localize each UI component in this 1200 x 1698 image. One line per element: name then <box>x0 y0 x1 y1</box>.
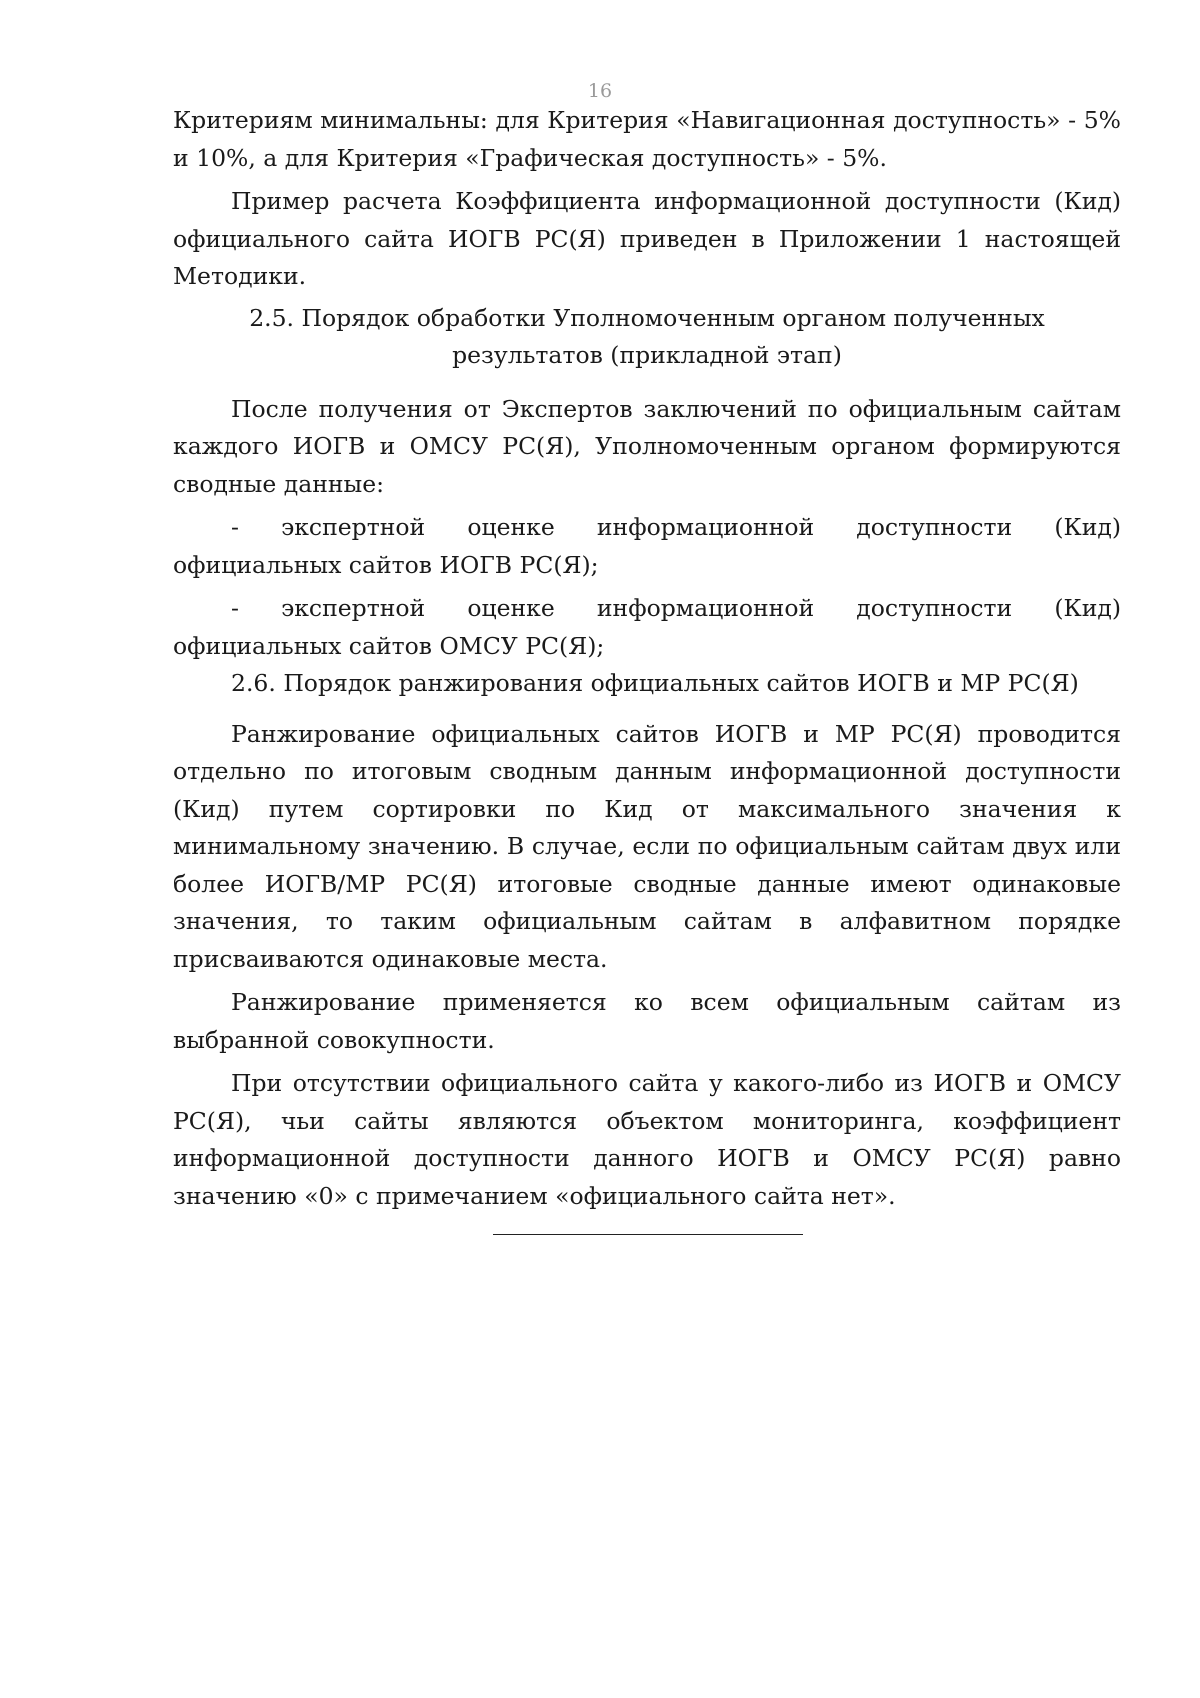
end-separator-line <box>493 1234 803 1235</box>
list-item-iogv-assessment: - экспертной оценке информационной доступности (Кид) официальных сайтов ИОГВ РС(Я); <box>173 513 1121 579</box>
page-body <box>173 102 1121 1215</box>
paragraph-ranking-procedure: Ранжирование официальных сайтов ИОГВ и МР РС(Я) проводится отдельно по итоговым сводным данным информационной доступности (Кид) путем сортировки по Кид от максимального значения к минимальному значению. В случае, если по официальным сайтам двух или более ИОГВ/МР РС(Я) итоговые сводные данные имеют одинаковые значения, то таким официальным сайтам в алфавитном порядке присваиваются одинаковые места. <box>173 719 1121 973</box>
section-heading-2-5-line1: 2.5. Порядок обработки Уполномоченным органом полученных <box>249 303 1045 332</box>
paragraph-criteria-minimums: Критериям минимальны: для Критерия «Навигационная доступность» - 5% и 10%, а для Критерия «Графическая доступность» - 5%. <box>173 106 1121 172</box>
paragraph-missing-site: При отсутствии официального сайта у какого-либо из ИОГВ и ОМСУ РС(Я), чьи сайты являются объектом мониторинга, коэффициент информационной доступности данного ИОГВ и ОМСУ РС(Я) равно значению «0» с примечанием «официального сайта нет». <box>173 1069 1121 1210</box>
paragraph-calculation-example: Пример расчета Коэффициента информационной доступности (Кид) официального сайта ИОГВ РС(Я) приведен в Приложении 1 настоящей Методики. <box>173 187 1121 290</box>
list-item-omsu-assessment: - экспертной оценке информационной доступности (Кид) официальных сайтов ОМСУ РС(Я); <box>173 594 1121 660</box>
paragraph-summary-data: После получения от Экспертов заключений по официальным сайтам каждого ИОГВ и ОМСУ РС(Я), Уполномоченным органом формируются сводные данные: <box>173 394 1121 498</box>
section-heading-2-5-line2: результатов (прикладной этап) <box>452 341 842 369</box>
section-heading-2-6: 2.6. Порядок ранжирования официальных сайтов ИОГВ и МР РС(Я) <box>231 669 1079 697</box>
paragraph-ranking-scope: Ранжирование применяется ко всем официальным сайтам из выбранной совокупности. <box>173 988 1121 1054</box>
page-number: 16 <box>587 80 613 102</box>
section-heading-2-5 <box>173 300 1121 375</box>
